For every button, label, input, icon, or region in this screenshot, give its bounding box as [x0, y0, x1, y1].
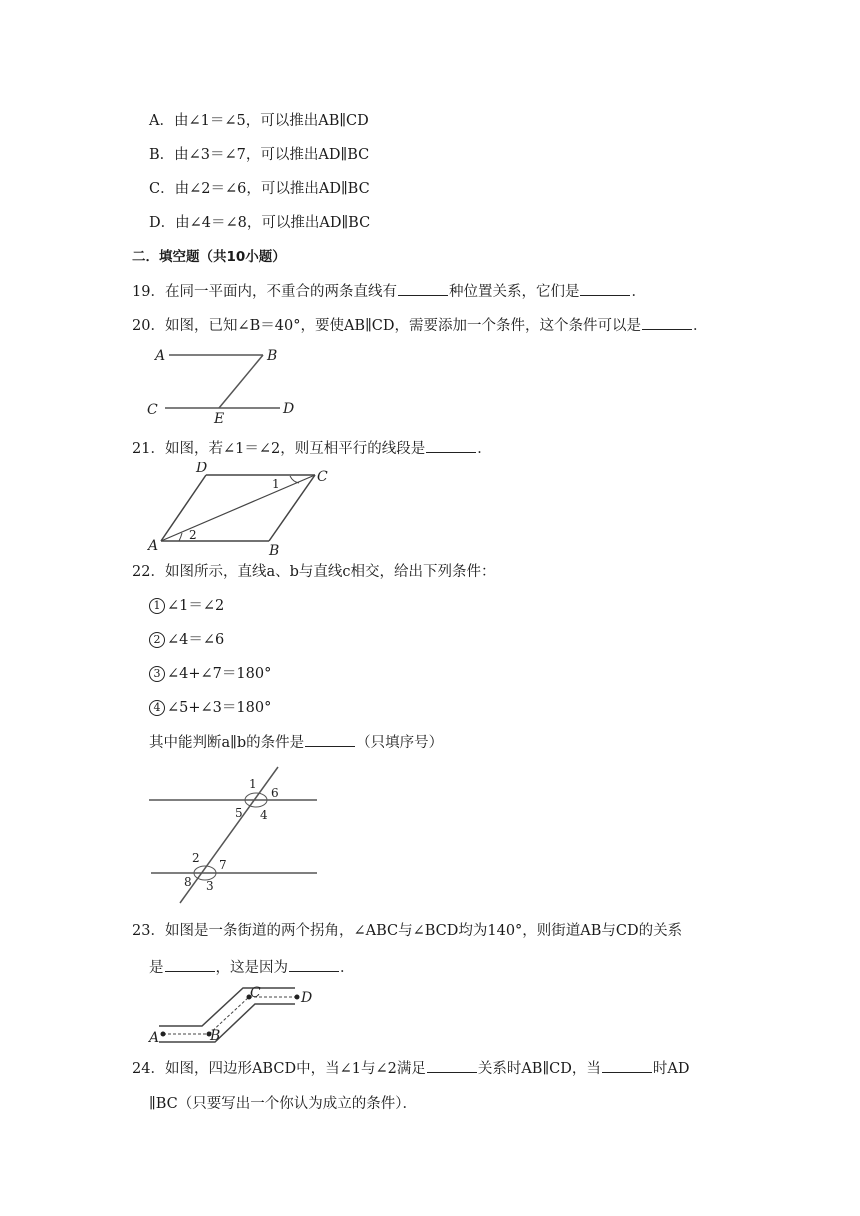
question-23: 23．如图是一条街道的两个拐角，∠ABC与∠BCD均为140°，则街道AB与CD的关系 — [132, 923, 683, 939]
q21-figure — [145, 462, 345, 557]
q23-text-b2: ，这是因为 — [215, 960, 288, 976]
angle-7-label: 7 — [219, 858, 227, 872]
question-20 — [132, 315, 708, 336]
question-19 — [132, 281, 646, 302]
circled-number: 4 — [149, 700, 165, 716]
condition-4 — [149, 698, 271, 718]
q23-figure — [145, 982, 335, 1046]
label-d: D — [283, 401, 295, 417]
angle-2-label: 2 — [189, 528, 197, 542]
q23-text-b1: 是 — [149, 960, 164, 976]
q19-text-c: ． — [631, 284, 646, 300]
angle-1-label: 1 — [249, 777, 257, 791]
angle-1-label: 1 — [272, 477, 280, 491]
angle-6-label: 6 — [271, 786, 279, 800]
q21-text-a: 21．如图，若∠1＝∠2，则互相平行的线段是 — [132, 441, 426, 457]
answer-blank[interactable] — [398, 281, 448, 296]
answer-blank[interactable] — [305, 732, 355, 747]
condition-1 — [149, 596, 224, 616]
angle-2-label: 2 — [192, 851, 200, 865]
angle-5-label: 5 — [235, 806, 243, 820]
label-c: C — [147, 402, 158, 418]
condition-text: ∠4＝∠6 — [167, 632, 225, 648]
answer-blank[interactable] — [165, 957, 215, 972]
answer-blank[interactable] — [426, 438, 476, 453]
label-a: A — [148, 538, 159, 554]
q20-text-b: ． — [693, 318, 708, 334]
label-b: B — [210, 1028, 221, 1044]
section-title: 二．填空题（共10小题） — [132, 249, 286, 265]
label-a: A — [155, 348, 166, 364]
label-c: C — [250, 985, 261, 1001]
question-24-cont: ∥BC（只要写出一个你认为成立的条件）． — [149, 1096, 417, 1112]
option-c: C．由∠2＝∠6，可以推出AD∥BC — [149, 181, 370, 197]
q21-text-b: ． — [477, 441, 492, 457]
q19-text-b: 种位置关系，它们是 — [448, 284, 580, 300]
answer-blank[interactable] — [427, 1058, 477, 1073]
question-21 — [132, 438, 492, 459]
q24-text-b: 关系时AB∥CD，当 — [477, 1061, 601, 1077]
q19-text-a: 19．在同一平面内，不重合的两条直线有 — [132, 284, 397, 300]
q22-figure — [145, 762, 325, 908]
question-22: 22．如图所示，直线a、b与直线c相交，给出下列条件： — [132, 564, 496, 580]
circled-number: 2 — [149, 632, 165, 648]
condition-text: ∠4+∠7＝180° — [167, 666, 272, 682]
answer-blank[interactable] — [580, 281, 630, 296]
q20-figure — [145, 343, 305, 425]
q23-text-b3: ． — [340, 960, 355, 976]
answer-blank[interactable] — [602, 1058, 652, 1073]
q22-ask-b: （只填序号） — [356, 735, 444, 751]
question-24 — [132, 1058, 689, 1079]
q20-text-a: 20．如图，已知∠B＝40°，要使AB∥CD，需要添加一个条件，这个条件可以是 — [132, 318, 641, 334]
label-a: A — [149, 1030, 160, 1046]
option-d: D．由∠4＝∠8，可以推出AD∥BC — [149, 215, 371, 231]
q22-ask-a: 其中能判断a∥b的条件是 — [149, 735, 305, 751]
option-a: A．由∠1＝∠5，可以推出AB∥CD — [149, 113, 369, 129]
circled-number: 3 — [149, 666, 165, 682]
q22-ask — [149, 732, 443, 753]
label-d: D — [301, 990, 313, 1006]
answer-blank[interactable] — [642, 315, 692, 330]
label-e: E — [214, 411, 225, 425]
answer-blank[interactable] — [289, 957, 339, 972]
option-b: B．由∠3＝∠7，可以推出AD∥BC — [149, 147, 370, 163]
label-b: B — [267, 348, 278, 364]
label-c: C — [317, 469, 328, 485]
condition-text: ∠5+∠3＝180° — [167, 700, 272, 716]
question-23-cont — [149, 957, 355, 978]
angle-3-label: 3 — [206, 879, 214, 893]
label-b: B — [269, 543, 280, 557]
angle-8-label: 8 — [184, 875, 192, 889]
angle-4-label: 4 — [260, 808, 268, 822]
label-d: D — [196, 462, 208, 476]
q24-text-a: 24．如图，四边形ABCD中，当∠1与∠2满足 — [132, 1061, 426, 1077]
condition-2 — [149, 630, 224, 650]
condition-3 — [149, 664, 271, 684]
circled-number: 1 — [149, 598, 165, 614]
condition-text: ∠1＝∠2 — [167, 598, 225, 614]
q24-text-c: 时AD — [652, 1061, 690, 1077]
